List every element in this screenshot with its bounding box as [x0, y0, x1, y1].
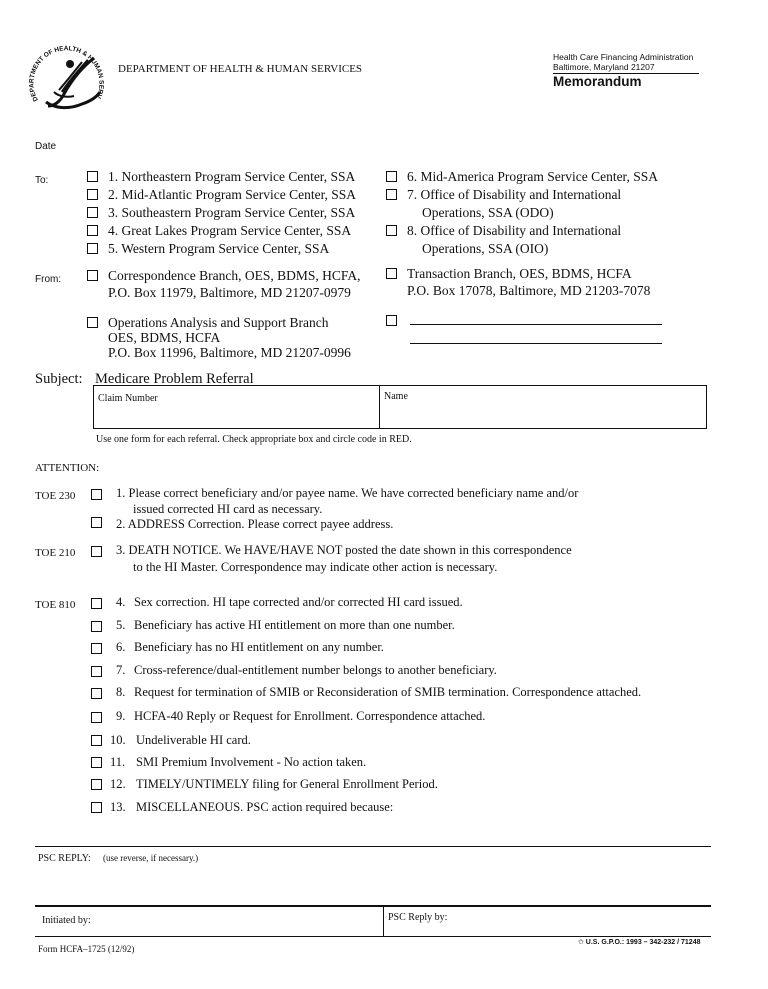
- seal-text: DEPARTMENT OF HEALTH & HUMAN SERV: [28, 45, 105, 103]
- to-checkbox-1[interactable]: [87, 171, 98, 182]
- toe810-item5-num: 5.: [116, 618, 126, 632]
- from-checkbox-operations[interactable]: [87, 317, 98, 328]
- form-number: Form HCFA–1725 (12/92): [38, 944, 135, 954]
- toe810-item7-num: 7.: [116, 663, 126, 677]
- gpo-imprint: ✩ U.S. G.P.O.: 1993 – 342-232 / 71248: [578, 939, 701, 946]
- attention-label: ATTENTION:: [35, 462, 100, 474]
- toe810-checkbox-11[interactable]: [91, 757, 102, 768]
- toe810-checkbox-8[interactable]: [91, 688, 102, 699]
- from-transaction-line2: P.O. Box 17078, Baltimore, MD 21203-7078: [407, 283, 651, 298]
- to-checkbox-4[interactable]: [87, 225, 98, 236]
- toe810-item8-text: Request for termination of SMIB or Reconsideration of SMIB termination. Correspondence attached.: [134, 685, 642, 699]
- from-checkbox-correspondence[interactable]: [87, 270, 98, 281]
- from-transaction-line1: Transaction Branch, OES, BDMS, HCFA: [407, 266, 632, 281]
- to-checkbox-2[interactable]: [87, 189, 98, 200]
- to-checkbox-8[interactable]: [386, 225, 397, 236]
- toe210-item3-line1: 3. DEATH NOTICE. We HAVE/HAVE NOT posted the date shown in this correspondence: [116, 543, 572, 557]
- toe230-item1-line1: 1. Please correct beneficiary and/or payee name. We have corrected beneficiary name and/or: [116, 486, 579, 500]
- signature-top-rule: [35, 905, 711, 907]
- department-name: DEPARTMENT OF HEALTH & HUMAN SERVICES: [118, 63, 363, 75]
- to-option-8-line2: Operations, SSA (OIO): [422, 241, 549, 256]
- toe230-item2: 2. ADDRESS Correction. Please correct payee address.: [116, 517, 394, 531]
- toe230-checkbox-1[interactable]: [91, 489, 102, 500]
- toe810-item13-num: 13.: [110, 800, 126, 814]
- to-label: To:: [35, 175, 49, 186]
- from-correspondence-line2: P.O. Box 11979, Baltimore, MD 21207-0979: [108, 285, 351, 300]
- toe810-item5-text: Beneficiary has active HI entitlement on more than one number.: [134, 618, 455, 632]
- toe810-checkbox-4[interactable]: [91, 598, 102, 609]
- toe210-checkbox-3[interactable]: [91, 546, 102, 557]
- to-option-6: 6. Mid-America Program Service Center, SSA: [407, 169, 659, 184]
- to-option-2: 2. Mid-Atlantic Program Service Center, SSA: [108, 187, 357, 202]
- toe230-code: TOE 230: [35, 490, 76, 502]
- psc-reply-top-rule: [35, 846, 711, 847]
- initiated-by-label: Initiated by:: [42, 915, 91, 926]
- toe810-item4-num: 4.: [116, 595, 126, 609]
- to-option-7-line2: Operations, SSA (ODO): [422, 205, 554, 220]
- from-other-line-2[interactable]: [410, 343, 662, 344]
- psc-reply-note: (use reverse, if necessary.): [103, 853, 199, 863]
- to-checkbox-7[interactable]: [386, 189, 397, 200]
- signature-bottom-rule: [35, 936, 711, 937]
- from-label: From:: [35, 274, 62, 285]
- toe210-code: TOE 210: [35, 547, 76, 559]
- to-option-3: 3. Southeastern Program Service Center, SSA: [108, 205, 356, 220]
- from-operations-line2: OES, BDMS, HCFA: [108, 330, 221, 345]
- from-checkbox-other[interactable]: [386, 315, 397, 326]
- to-option-5: 5. Western Program Service Center, SSA: [108, 241, 330, 256]
- signature-divider: [383, 905, 384, 937]
- agency-address: Baltimore, Maryland 21207: [553, 62, 655, 72]
- to-option-7-line1: 7. Office of Disability and International: [407, 187, 622, 202]
- toe810-checkbox-12[interactable]: [91, 779, 102, 790]
- toe810-item12-text: TIMELY/UNTIMELY filing for General Enrollment Period.: [136, 777, 438, 791]
- subject-value: Medicare Problem Referral: [95, 371, 254, 387]
- toe810-checkbox-5[interactable]: [91, 621, 102, 632]
- name-label: Name: [384, 391, 408, 402]
- to-checkbox-3[interactable]: [87, 207, 98, 218]
- to-checkbox-5[interactable]: [87, 243, 98, 254]
- claim-number-label: Claim Number: [98, 393, 158, 404]
- toe810-item9-num: 9.: [116, 709, 126, 723]
- toe810-item13-text: MISCELLANEOUS. PSC action required because:: [136, 800, 394, 814]
- date-label: Date: [35, 141, 57, 152]
- to-option-1: 1. Northeastern Program Service Center, SSA: [108, 169, 356, 184]
- from-checkbox-transaction[interactable]: [386, 268, 397, 279]
- to-option-4: 4. Great Lakes Program Service Center, SSA: [108, 223, 352, 238]
- toe230-item1-line2: issued corrected HI card as necessary.: [133, 502, 323, 516]
- psc-reply-by-field[interactable]: [460, 908, 708, 934]
- toe810-checkbox-10[interactable]: [91, 735, 102, 746]
- from-correspondence-line1: Correspondence Branch, OES, BDMS, HCFA,: [108, 268, 361, 283]
- memorandum-title: Memorandum: [553, 74, 642, 89]
- toe210-item3-line2: to the HI Master. Correspondence may indicate other action is necessary.: [133, 560, 498, 574]
- toe810-item10-num: 10.: [110, 733, 126, 747]
- toe810-item11-num: 11.: [110, 755, 126, 769]
- from-other-line-1[interactable]: [410, 324, 662, 325]
- toe810-item12-num: 12.: [110, 777, 126, 791]
- psc-reply-label: PSC REPLY:: [38, 853, 91, 864]
- to-checkbox-6[interactable]: [386, 171, 397, 182]
- from-operations-line1: Operations Analysis and Support Branch: [108, 315, 329, 330]
- referral-instruction: Use one form for each referral. Check appropriate box and circle code in RED.: [96, 434, 412, 445]
- toe810-item6-text: Beneficiary has no HI entitlement on any number.: [134, 640, 384, 654]
- toe810-checkbox-13[interactable]: [91, 802, 102, 813]
- toe810-item9-text: HCFA-40 Reply or Request for Enrollment. Correspondence attached.: [134, 709, 486, 723]
- toe810-item4-text: Sex correction. HI tape corrected and/or corrected HI card issued.: [134, 595, 463, 609]
- toe810-item7-text: Cross-reference/dual-entitlement number belongs to another beneficiary.: [134, 663, 497, 677]
- toe810-item6-num: 6.: [116, 640, 126, 654]
- psc-reply-by-label: PSC Reply by:: [388, 912, 448, 923]
- toe810-code: TOE 810: [35, 599, 76, 611]
- to-option-8-line1: 8. Office of Disability and International: [407, 223, 622, 238]
- subject-label: Subject:: [35, 371, 83, 387]
- toe230-checkbox-2[interactable]: [91, 517, 102, 528]
- claim-number-field[interactable]: [96, 404, 376, 426]
- toe810-item8-num: 8.: [116, 685, 126, 699]
- toe810-item10-text: Undeliverable HI card.: [136, 733, 251, 747]
- toe810-checkbox-9[interactable]: [91, 712, 102, 723]
- toe810-checkbox-7[interactable]: [91, 666, 102, 677]
- toe810-checkbox-6[interactable]: [91, 643, 102, 654]
- from-operations-line3: P.O. Box 11996, Baltimore, MD 21207-0996: [108, 345, 351, 360]
- agency-name: Health Care Financing Administration: [553, 52, 694, 62]
- hhs-seal: [24, 36, 116, 128]
- name-field[interactable]: [382, 404, 704, 426]
- claim-name-divider: [379, 386, 380, 428]
- toe810-item11-text: SMI Premium Involvement - No action taken.: [136, 755, 367, 769]
- psc-reply-area[interactable]: [35, 868, 711, 904]
- initiated-by-field[interactable]: [110, 908, 380, 934]
